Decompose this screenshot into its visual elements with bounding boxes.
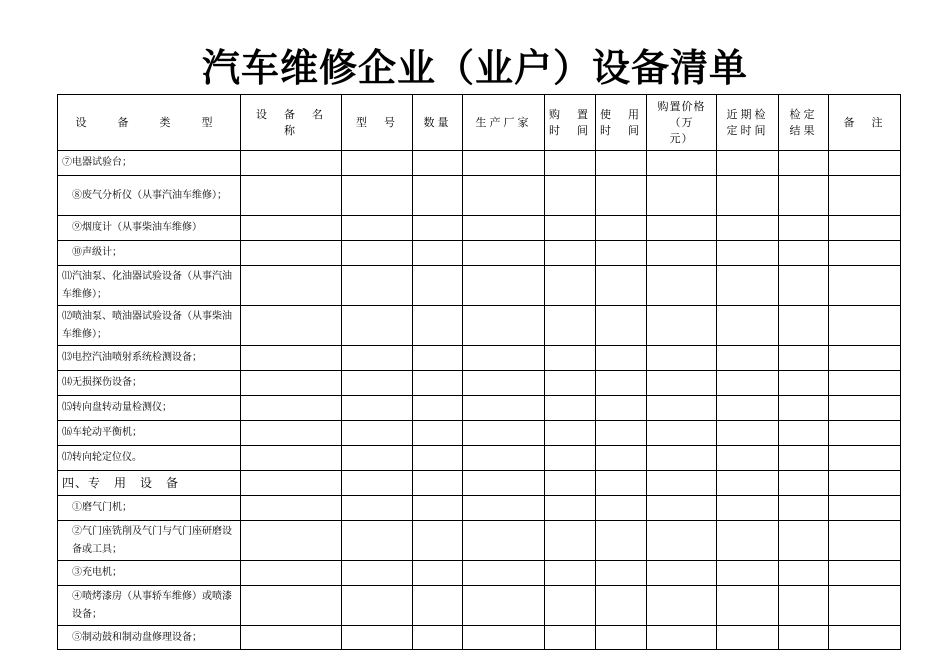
cell-purchase-price[interactable] xyxy=(647,496,717,521)
cell-equipment-name[interactable] xyxy=(241,521,342,561)
cell-purchase-time[interactable] xyxy=(545,176,596,216)
cell-model[interactable] xyxy=(342,396,413,421)
cell-use-time[interactable] xyxy=(596,521,647,561)
cell-model[interactable] xyxy=(342,216,413,241)
table-row xyxy=(58,626,901,650)
header-row xyxy=(58,95,901,151)
cell-equipment-name[interactable] xyxy=(241,266,342,306)
cell-model[interactable] xyxy=(342,561,413,586)
cell-quantity[interactable] xyxy=(413,266,463,306)
cell-purchase-price[interactable] xyxy=(647,176,717,216)
cell-model[interactable] xyxy=(342,446,413,471)
cell-calibration-time[interactable] xyxy=(717,346,779,371)
cell-calibration-time[interactable] xyxy=(717,446,779,471)
row-label: ⑿喷油泵、喷油器试验设备（从事柴油车维修）； xyxy=(58,306,241,346)
cell-calibration-result[interactable] xyxy=(779,346,829,371)
cell-quantity[interactable] xyxy=(413,421,463,446)
cell-purchase-price[interactable] xyxy=(647,561,717,586)
cell-calibration-result[interactable] xyxy=(779,216,829,241)
row-label: ①磨气门机； xyxy=(58,496,241,521)
cell-use-time[interactable] xyxy=(596,561,647,586)
cell-use-time[interactable] xyxy=(596,396,647,421)
cell-calibration-result[interactable] xyxy=(779,266,829,306)
cell-purchase-time[interactable] xyxy=(545,626,596,650)
cell-quantity[interactable] xyxy=(413,586,463,626)
table-row xyxy=(58,421,901,446)
cell-purchase-price[interactable] xyxy=(647,241,717,266)
cell-calibration-time[interactable] xyxy=(717,241,779,266)
cell-manufacturer[interactable] xyxy=(463,371,545,396)
cell-remarks[interactable] xyxy=(829,216,901,241)
cell-equipment-name[interactable] xyxy=(241,216,342,241)
header-purchase-price: 购置价格 （万 元） xyxy=(647,95,717,151)
table-row xyxy=(58,346,901,371)
header-quantity: 数量 xyxy=(413,95,463,151)
cell-calibration-result[interactable] xyxy=(779,496,829,521)
cell-use-time[interactable] xyxy=(596,626,647,650)
header-purchase-time: 购 置 时 间 xyxy=(545,95,596,151)
header-equipment-type: 设 备 类 型 xyxy=(58,95,241,151)
cell-purchase-price[interactable] xyxy=(647,371,717,396)
cell-manufacturer[interactable] xyxy=(463,176,545,216)
table-row xyxy=(58,241,901,266)
cell-purchase-time[interactable] xyxy=(545,346,596,371)
cell-purchase-price[interactable] xyxy=(647,306,717,346)
cell-manufacturer[interactable] xyxy=(463,241,545,266)
cell-calibration-result[interactable] xyxy=(779,471,829,496)
cell-quantity[interactable] xyxy=(413,471,463,496)
cell-model[interactable] xyxy=(342,496,413,521)
cell-purchase-time[interactable] xyxy=(545,306,596,346)
cell-purchase-price[interactable] xyxy=(647,396,717,421)
cell-purchase-time[interactable] xyxy=(545,266,596,306)
cell-manufacturer[interactable] xyxy=(463,561,545,586)
header-use-time: 使 用 时 间 xyxy=(596,95,647,151)
cell-model[interactable] xyxy=(342,586,413,626)
table-row xyxy=(58,176,901,216)
cell-model[interactable] xyxy=(342,306,413,346)
row-label: ⑩声级计； xyxy=(58,241,241,266)
header-remarks: 备 注 xyxy=(829,95,901,151)
cell-manufacturer[interactable] xyxy=(463,496,545,521)
cell-purchase-time[interactable] xyxy=(545,446,596,471)
cell-calibration-time[interactable] xyxy=(717,396,779,421)
cell-calibration-result[interactable] xyxy=(779,421,829,446)
cell-purchase-time[interactable] xyxy=(545,371,596,396)
row-label: ⒀电控汽油喷射系统检测设备； xyxy=(58,346,241,371)
cell-quantity[interactable] xyxy=(413,446,463,471)
cell-model[interactable] xyxy=(342,421,413,446)
cell-equipment-name[interactable] xyxy=(241,396,342,421)
table-row xyxy=(58,266,901,306)
cell-model[interactable] xyxy=(342,471,413,496)
cell-model[interactable] xyxy=(342,626,413,650)
cell-remarks[interactable] xyxy=(829,626,901,650)
cell-manufacturer[interactable] xyxy=(463,471,545,496)
cell-equipment-name[interactable] xyxy=(241,421,342,446)
header-equipment-name: 设 备 名 称 xyxy=(241,95,342,151)
cell-manufacturer[interactable] xyxy=(463,586,545,626)
cell-quantity[interactable] xyxy=(413,396,463,421)
row-label: ⑾汽油泵、化油器试验设备（从事汽油车维修）； xyxy=(58,266,241,306)
cell-manufacturer[interactable] xyxy=(463,216,545,241)
cell-use-time[interactable] xyxy=(596,496,647,521)
cell-calibration-time[interactable] xyxy=(717,471,779,496)
cell-calibration-time[interactable] xyxy=(717,216,779,241)
cell-purchase-price[interactable] xyxy=(647,446,717,471)
cell-remarks[interactable] xyxy=(829,496,901,521)
cell-calibration-time[interactable] xyxy=(717,421,779,446)
header-manufacturer: 生产厂家 xyxy=(463,95,545,151)
cell-calibration-time[interactable] xyxy=(717,496,779,521)
cell-calibration-result[interactable] xyxy=(779,626,829,650)
cell-manufacturer[interactable] xyxy=(463,626,545,650)
cell-calibration-result[interactable] xyxy=(779,586,829,626)
cell-purchase-price[interactable] xyxy=(647,586,717,626)
cell-purchase-price[interactable] xyxy=(647,521,717,561)
cell-model[interactable] xyxy=(342,241,413,266)
cell-purchase-price[interactable] xyxy=(647,266,717,306)
cell-manufacturer[interactable] xyxy=(463,346,545,371)
cell-use-time[interactable] xyxy=(596,176,647,216)
cell-quantity[interactable] xyxy=(413,521,463,561)
table-row xyxy=(58,586,901,626)
cell-calibration-result[interactable] xyxy=(779,446,829,471)
row-label: ⑨烟度计（从事柴油车维修） xyxy=(58,216,241,241)
cell-use-time[interactable] xyxy=(596,446,647,471)
cell-model[interactable] xyxy=(342,266,413,306)
cell-quantity[interactable] xyxy=(413,151,463,176)
cell-equipment-name[interactable] xyxy=(241,176,342,216)
cell-calibration-time[interactable] xyxy=(717,306,779,346)
cell-purchase-time[interactable] xyxy=(545,216,596,241)
cell-purchase-time[interactable] xyxy=(545,496,596,521)
cell-quantity[interactable] xyxy=(413,346,463,371)
cell-quantity[interactable] xyxy=(413,626,463,650)
cell-purchase-time[interactable] xyxy=(545,421,596,446)
cell-remarks[interactable] xyxy=(829,396,901,421)
header-recent-calibration-time: 近期检 定时间 xyxy=(717,95,779,151)
cell-purchase-time[interactable] xyxy=(545,561,596,586)
cell-manufacturer[interactable] xyxy=(463,421,545,446)
cell-purchase-price[interactable] xyxy=(647,151,717,176)
cell-purchase-time[interactable] xyxy=(545,396,596,421)
cell-equipment-name[interactable] xyxy=(241,446,342,471)
section-row xyxy=(58,471,901,496)
cell-purchase-price[interactable] xyxy=(647,626,717,650)
cell-remarks[interactable] xyxy=(829,471,901,496)
cell-calibration-result[interactable] xyxy=(779,241,829,266)
row-label: ③充电机； xyxy=(58,561,241,586)
cell-remarks[interactable] xyxy=(829,446,901,471)
cell-manufacturer[interactable] xyxy=(463,396,545,421)
cell-quantity[interactable] xyxy=(413,371,463,396)
cell-remarks[interactable] xyxy=(829,241,901,266)
cell-quantity[interactable] xyxy=(413,496,463,521)
cell-remarks[interactable] xyxy=(829,176,901,216)
cell-purchase-price[interactable] xyxy=(647,346,717,371)
row-label: ⒃车轮动平衡机； xyxy=(58,421,241,446)
table-row xyxy=(58,496,901,521)
table-row xyxy=(58,151,901,176)
cell-calibration-result[interactable] xyxy=(779,396,829,421)
cell-use-time[interactable] xyxy=(596,471,647,496)
table-row xyxy=(58,216,901,241)
page-title: 汽车维修企业（业户）设备清单 xyxy=(201,46,748,90)
table-row xyxy=(58,521,901,561)
cell-equipment-name[interactable] xyxy=(241,496,342,521)
cell-calibration-result[interactable] xyxy=(779,561,829,586)
cell-purchase-price[interactable] xyxy=(647,421,717,446)
cell-manufacturer[interactable] xyxy=(463,446,545,471)
cell-calibration-time[interactable] xyxy=(717,521,779,561)
cell-equipment-name[interactable] xyxy=(241,471,342,496)
cell-model[interactable] xyxy=(342,176,413,216)
cell-manufacturer[interactable] xyxy=(463,266,545,306)
cell-manufacturer[interactable] xyxy=(463,306,545,346)
cell-remarks[interactable] xyxy=(829,561,901,586)
cell-equipment-name[interactable] xyxy=(241,626,342,650)
cell-model[interactable] xyxy=(342,151,413,176)
row-label: ⑤制动鼓和制动盘修理设备； xyxy=(58,626,241,650)
cell-calibration-time[interactable] xyxy=(717,586,779,626)
cell-calibration-result[interactable] xyxy=(779,176,829,216)
table-row xyxy=(58,396,901,421)
cell-use-time[interactable] xyxy=(596,151,647,176)
table-row xyxy=(58,306,901,346)
cell-quantity[interactable] xyxy=(413,176,463,216)
section-label: 四、专 用 设 备 xyxy=(58,471,241,496)
row-label: ④喷烤漆房（从事轿车维修）或喷漆设备； xyxy=(58,586,241,626)
cell-calibration-result[interactable] xyxy=(779,371,829,396)
cell-calibration-result[interactable] xyxy=(779,521,829,561)
cell-purchase-time[interactable] xyxy=(545,151,596,176)
cell-purchase-price[interactable] xyxy=(647,216,717,241)
cell-model[interactable] xyxy=(342,521,413,561)
cell-use-time[interactable] xyxy=(596,241,647,266)
cell-equipment-name[interactable] xyxy=(241,586,342,626)
cell-use-time[interactable] xyxy=(596,216,647,241)
row-label: ⒄转向轮定位仪。 xyxy=(58,446,241,471)
cell-use-time[interactable] xyxy=(596,371,647,396)
cell-manufacturer[interactable] xyxy=(463,151,545,176)
cell-calibration-time[interactable] xyxy=(717,266,779,306)
cell-calibration-time[interactable] xyxy=(717,151,779,176)
cell-remarks[interactable] xyxy=(829,306,901,346)
cell-use-time[interactable] xyxy=(596,346,647,371)
cell-use-time[interactable] xyxy=(596,306,647,346)
table-row xyxy=(58,371,901,396)
cell-remarks[interactable] xyxy=(829,151,901,176)
cell-quantity[interactable] xyxy=(413,241,463,266)
cell-purchase-time[interactable] xyxy=(545,521,596,561)
cell-purchase-time[interactable] xyxy=(545,471,596,496)
row-label: ⑦电器试验台； xyxy=(58,151,241,176)
cell-quantity[interactable] xyxy=(413,216,463,241)
cell-manufacturer[interactable] xyxy=(463,521,545,561)
cell-purchase-time[interactable] xyxy=(545,241,596,266)
cell-remarks[interactable] xyxy=(829,371,901,396)
equipment-list-table xyxy=(57,94,901,650)
cell-model[interactable] xyxy=(342,371,413,396)
row-label: ⑧废气分析仪（从事汽油车维修）； xyxy=(58,176,241,216)
row-label: ⒂转向盘转动量检测仪； xyxy=(58,396,241,421)
cell-quantity[interactable] xyxy=(413,561,463,586)
cell-use-time[interactable] xyxy=(596,586,647,626)
cell-use-time[interactable] xyxy=(596,421,647,446)
cell-calibration-result[interactable] xyxy=(779,306,829,346)
cell-remarks[interactable] xyxy=(829,346,901,371)
cell-model[interactable] xyxy=(342,346,413,371)
cell-equipment-name[interactable] xyxy=(241,371,342,396)
cell-use-time[interactable] xyxy=(596,266,647,306)
cell-remarks[interactable] xyxy=(829,266,901,306)
header-model: 型 号 xyxy=(342,95,413,151)
cell-purchase-price[interactable] xyxy=(647,471,717,496)
cell-equipment-name[interactable] xyxy=(241,346,342,371)
cell-calibration-time[interactable] xyxy=(717,626,779,650)
row-label: ⒁无损探伤设备； xyxy=(58,371,241,396)
cell-equipment-name[interactable] xyxy=(241,306,342,346)
cell-calibration-time[interactable] xyxy=(717,561,779,586)
header-calibration-result: 检定 结果 xyxy=(779,95,829,151)
cell-quantity[interactable] xyxy=(413,306,463,346)
cell-calibration-time[interactable] xyxy=(717,371,779,396)
table-row xyxy=(58,446,901,471)
cell-equipment-name[interactable] xyxy=(241,241,342,266)
cell-remarks[interactable] xyxy=(829,521,901,561)
cell-purchase-time[interactable] xyxy=(545,586,596,626)
row-label: ②气门座铣削及气门与气门座研磨设备或工具； xyxy=(58,521,241,561)
cell-remarks[interactable] xyxy=(829,421,901,446)
cell-calibration-time[interactable] xyxy=(717,176,779,216)
cell-calibration-result[interactable] xyxy=(779,151,829,176)
cell-equipment-name[interactable] xyxy=(241,561,342,586)
cell-remarks[interactable] xyxy=(829,586,901,626)
table-row xyxy=(58,561,901,586)
cell-equipment-name[interactable] xyxy=(241,151,342,176)
